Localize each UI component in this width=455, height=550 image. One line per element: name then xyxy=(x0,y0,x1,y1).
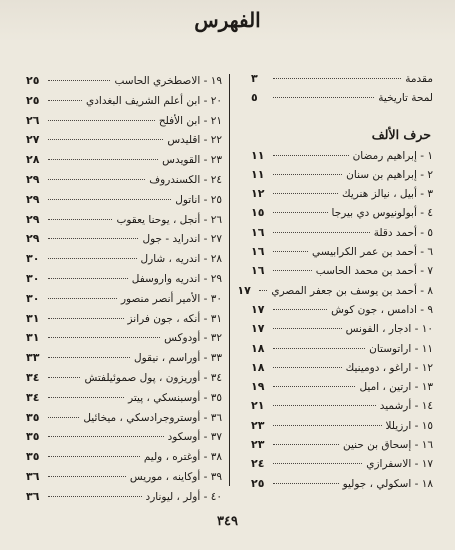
toc-entry-label: ١٧ - الاسفرازي xyxy=(366,458,433,471)
toc-entry-page: ٢٩ xyxy=(26,192,40,206)
toc-entry-label: ٤ - أبولونيوس دي بيرجا xyxy=(331,207,433,220)
toc-intro-entry xyxy=(251,91,433,110)
toc-entry-page: ١٧ xyxy=(251,322,265,336)
toc-entry-page: ٣٦ xyxy=(26,469,40,483)
toc-entry-label: لمحة تاريخية xyxy=(378,92,433,105)
toc-entry-page: ٢٨ xyxy=(26,153,40,167)
toc-entry xyxy=(251,342,433,361)
dot-leader xyxy=(48,436,164,437)
toc-entry-page: ١٦ xyxy=(251,264,265,278)
toc-entry xyxy=(26,193,222,213)
toc-entry-label: ٣٠ - الأمير أنصر منصور xyxy=(120,292,222,305)
toc-left-column xyxy=(26,74,222,510)
toc-entry xyxy=(251,303,433,322)
toc-entry xyxy=(251,419,433,438)
dot-leader xyxy=(48,139,163,140)
toc-entry-label: ٣٧ - أوسكود xyxy=(167,431,222,444)
dot-leader xyxy=(273,483,339,484)
dot-leader xyxy=(48,238,138,239)
toc-entry-label: ٢٧ - اندراید - جول xyxy=(142,233,222,246)
toc-entry-label: ١ - إبراهيم رمضان xyxy=(352,149,433,162)
toc-entry xyxy=(251,399,433,418)
dot-leader xyxy=(48,159,158,160)
toc-entry-page: ٣٣ xyxy=(26,351,40,365)
dot-leader xyxy=(273,309,327,310)
toc-entry-page: ١٥ xyxy=(251,206,265,220)
toc-entry xyxy=(251,149,433,168)
toc-entry xyxy=(26,153,222,173)
toc-entry-label: ٣٨ - أوغتره ، وليم xyxy=(143,451,222,464)
toc-entry-page: ٢٧ xyxy=(26,133,40,147)
toc-intro-entry xyxy=(251,72,433,91)
dot-leader xyxy=(273,155,349,156)
toc-entry-page: ٢٦ xyxy=(26,113,40,127)
dot-leader xyxy=(48,337,160,338)
toc-entry xyxy=(26,450,222,470)
toc-entry xyxy=(251,245,433,264)
dot-leader xyxy=(273,78,401,79)
toc-entry-label: ٢٥ - اناتول xyxy=(175,193,222,206)
dot-leader xyxy=(48,417,79,418)
toc-entry-label: ٣٣ - أوراسم ، نيقول xyxy=(133,352,222,365)
toc-right-column xyxy=(237,72,433,496)
toc-entry xyxy=(26,114,222,134)
toc-entry-page: ١٨ xyxy=(251,341,265,355)
dot-leader xyxy=(48,318,124,319)
dot-leader xyxy=(48,258,137,259)
toc-entry-label: ٣٩ - أوكاينه ، موريس xyxy=(129,470,222,483)
toc-entry-page: ٥ xyxy=(251,91,258,105)
toc-entry-page: ٢٣ xyxy=(251,438,265,452)
toc-entry-label: ١٤ - أرشميد xyxy=(379,400,433,413)
dot-leader xyxy=(273,232,370,233)
toc-entry-page: ١٨ xyxy=(251,360,265,374)
toc-entry xyxy=(26,252,222,272)
dot-leader xyxy=(48,100,82,101)
dot-leader xyxy=(273,270,312,271)
toc-entry xyxy=(251,206,433,225)
toc-entry-page: ٣١ xyxy=(26,331,40,345)
toc-entry-label: ٢٣ - القويدس xyxy=(162,154,222,167)
toc-entry xyxy=(26,490,222,510)
dot-leader xyxy=(273,367,342,368)
toc-entry-page: ٢٥ xyxy=(26,93,40,107)
toc-entry-page: ١٩ xyxy=(251,380,265,394)
toc-entry xyxy=(26,411,222,431)
dot-leader xyxy=(273,328,342,329)
toc-entry-page: ٣٠ xyxy=(26,252,40,266)
dot-leader xyxy=(48,298,117,299)
toc-entry xyxy=(26,430,222,450)
toc-entry xyxy=(26,74,222,94)
toc-entry xyxy=(251,226,433,245)
toc-entry-label: ٢٦ - أنجل ، يوحنا يعقوب xyxy=(116,213,222,226)
toc-entry-page: ٢٥ xyxy=(251,476,265,490)
toc-entry xyxy=(26,312,222,332)
toc-entry-page: ١١ xyxy=(251,148,265,162)
toc-entry-page: ٢٩ xyxy=(26,232,40,246)
toc-entry-label: ٢١ - ابن الأفلح xyxy=(158,114,222,127)
dot-leader xyxy=(48,377,80,378)
toc-entry xyxy=(26,292,222,312)
toc-entry xyxy=(251,380,433,399)
toc-entry-page: ٣٦ xyxy=(26,489,40,503)
toc-entry-label: ٣٢ - أودوكس xyxy=(164,332,222,345)
toc-entry-page: ٣٥ xyxy=(26,450,40,464)
toc-entry-label: ٣ - أبيل ، نيالز هنريك xyxy=(341,188,433,201)
toc-entry-label: ١٩ - الاصطخري الحاسب xyxy=(114,75,222,87)
toc-entry-label: ٢ - إبراهيم بن سنان xyxy=(346,168,433,181)
toc-entry-label: ٣١ - أنكه ، جون فرانز xyxy=(127,312,222,325)
toc-entry-page: ٢٤ xyxy=(251,457,265,471)
toc-entry xyxy=(251,438,433,457)
dot-leader xyxy=(48,120,155,121)
toc-entry xyxy=(251,457,433,476)
toc-entry-label: ١١ - اراتوستان xyxy=(369,342,433,355)
toc-entry-page: ٢٥ xyxy=(26,74,40,87)
toc-entry xyxy=(26,94,222,114)
toc-entry xyxy=(251,477,433,496)
toc-entry-label: ١٠ - ادجار ، الفونس xyxy=(345,323,433,336)
toc-entry-page: ٣ xyxy=(251,72,258,85)
toc-entry-label: ١٨ - اسكولي ، جوليو xyxy=(342,477,433,490)
toc-entry-page: ٣٠ xyxy=(26,291,40,305)
dot-leader xyxy=(48,179,145,180)
toc-entry-page: ١٢ xyxy=(251,187,265,201)
dot-leader xyxy=(273,386,355,387)
toc-entry-page: ٢٣ xyxy=(251,418,265,432)
toc-entry xyxy=(26,272,222,292)
dot-leader xyxy=(273,463,362,464)
toc-entry-page: ٣١ xyxy=(26,311,40,325)
dot-leader xyxy=(48,357,130,358)
dot-leader xyxy=(273,405,376,406)
dot-leader xyxy=(48,278,128,279)
dot-leader xyxy=(48,80,110,81)
dot-leader xyxy=(48,456,140,457)
toc-entry-page: ٣٤ xyxy=(26,390,40,404)
toc-entry xyxy=(26,232,222,252)
dot-leader xyxy=(273,193,338,194)
dot-leader xyxy=(273,174,342,175)
toc-entry xyxy=(26,351,222,371)
toc-entry-page: ٣٠ xyxy=(26,271,40,285)
toc-entry xyxy=(26,213,222,233)
column-divider xyxy=(229,74,230,486)
toc-entry-page: ٣٤ xyxy=(26,370,40,384)
toc-entry-label: ١٢ - اراغو ، دومينيك xyxy=(345,361,433,374)
toc-entry-page: ٣٥ xyxy=(26,430,40,444)
page-title: الفهرس xyxy=(194,8,261,32)
toc-entry-label: ١٣ - ارتين ، اميل xyxy=(359,381,433,394)
toc-entry-page: ١١ xyxy=(251,167,265,181)
toc-entry-label: مقدمة xyxy=(405,73,433,85)
toc-entry-page: ٢٩ xyxy=(26,172,40,186)
toc-entry-label: ١٥ - ارزيللا xyxy=(385,419,433,432)
dot-leader xyxy=(273,251,308,252)
dot-leader xyxy=(48,397,124,398)
toc-entry-label: ٩ - ادامس ، جون كوش xyxy=(331,303,433,316)
dot-leader xyxy=(273,348,365,349)
toc-entry-page: ٢١ xyxy=(251,399,265,413)
dot-leader xyxy=(259,290,267,291)
toc-entry-page: ٢٩ xyxy=(26,212,40,226)
toc-entry-label: ٧ - أحمد بن محمد الحاسب xyxy=(315,265,433,278)
toc-entry-label: ٢٤ - الكسندروف xyxy=(149,173,222,186)
toc-entry-label: ٤٠ - أولر ، ليونارد xyxy=(145,490,222,503)
dot-leader xyxy=(48,219,112,220)
toc-entry-label: ٣٦ - أوستروجرادسكي ، ميخائيل xyxy=(83,411,222,424)
toc-entry-label: ٦ - أحمد بن عمر الكرابيسي xyxy=(312,246,433,259)
toc-entry xyxy=(251,168,433,187)
toc-entry xyxy=(251,264,433,283)
toc-entry xyxy=(251,322,433,341)
toc-entry xyxy=(237,283,433,303)
dot-leader xyxy=(48,496,142,497)
toc-entry xyxy=(26,371,222,391)
dot-leader xyxy=(273,97,374,98)
toc-entry xyxy=(26,391,222,411)
dot-leader xyxy=(273,444,339,445)
dot-leader xyxy=(273,425,382,426)
toc-entry xyxy=(26,331,222,351)
dot-leader xyxy=(48,476,126,477)
toc-entry-label: ٢٢ - اقليدس xyxy=(167,134,222,147)
toc-entry-label: ٢٩ - اندريه واروسفل xyxy=(131,272,222,285)
toc-entry-page: ١٦ xyxy=(251,225,265,239)
toc-entry-label: ١٦ - إسحاق بن حنين xyxy=(343,439,433,452)
toc-entry-label: ٢٨ - اندريه ، شارل xyxy=(140,253,222,266)
toc-entry-label: ٢٠ - ابن أعلم الشريف البغدادي xyxy=(86,94,222,107)
section-heading: حرف الألف xyxy=(371,126,431,142)
toc-entry-page: ٣٥ xyxy=(26,410,40,424)
toc-entry xyxy=(26,133,222,153)
toc-entry-label: ٨ - أحمد بن يوسف بن جعفر المصري xyxy=(271,284,433,297)
dot-leader xyxy=(48,199,171,200)
page-number: ٣٤٩ xyxy=(217,514,238,529)
toc-entry-page: ١٧ xyxy=(237,283,251,297)
toc-entry-page: ١٧ xyxy=(251,302,265,316)
toc-entry-label: ٣٥ - أوسبنسكي ، پيتر xyxy=(128,391,222,404)
dot-leader xyxy=(273,212,328,213)
toc-entry xyxy=(26,173,222,193)
toc-entry xyxy=(251,187,433,206)
toc-entry-page: ١٦ xyxy=(251,245,265,259)
toc-entry-label: ٥ - أحمد دقلة xyxy=(373,226,433,239)
toc-entry xyxy=(251,361,433,380)
toc-entry xyxy=(26,470,222,490)
toc-entry-label: ٣٤ - أوريزون ، پول صموئيلفتش xyxy=(84,371,222,384)
